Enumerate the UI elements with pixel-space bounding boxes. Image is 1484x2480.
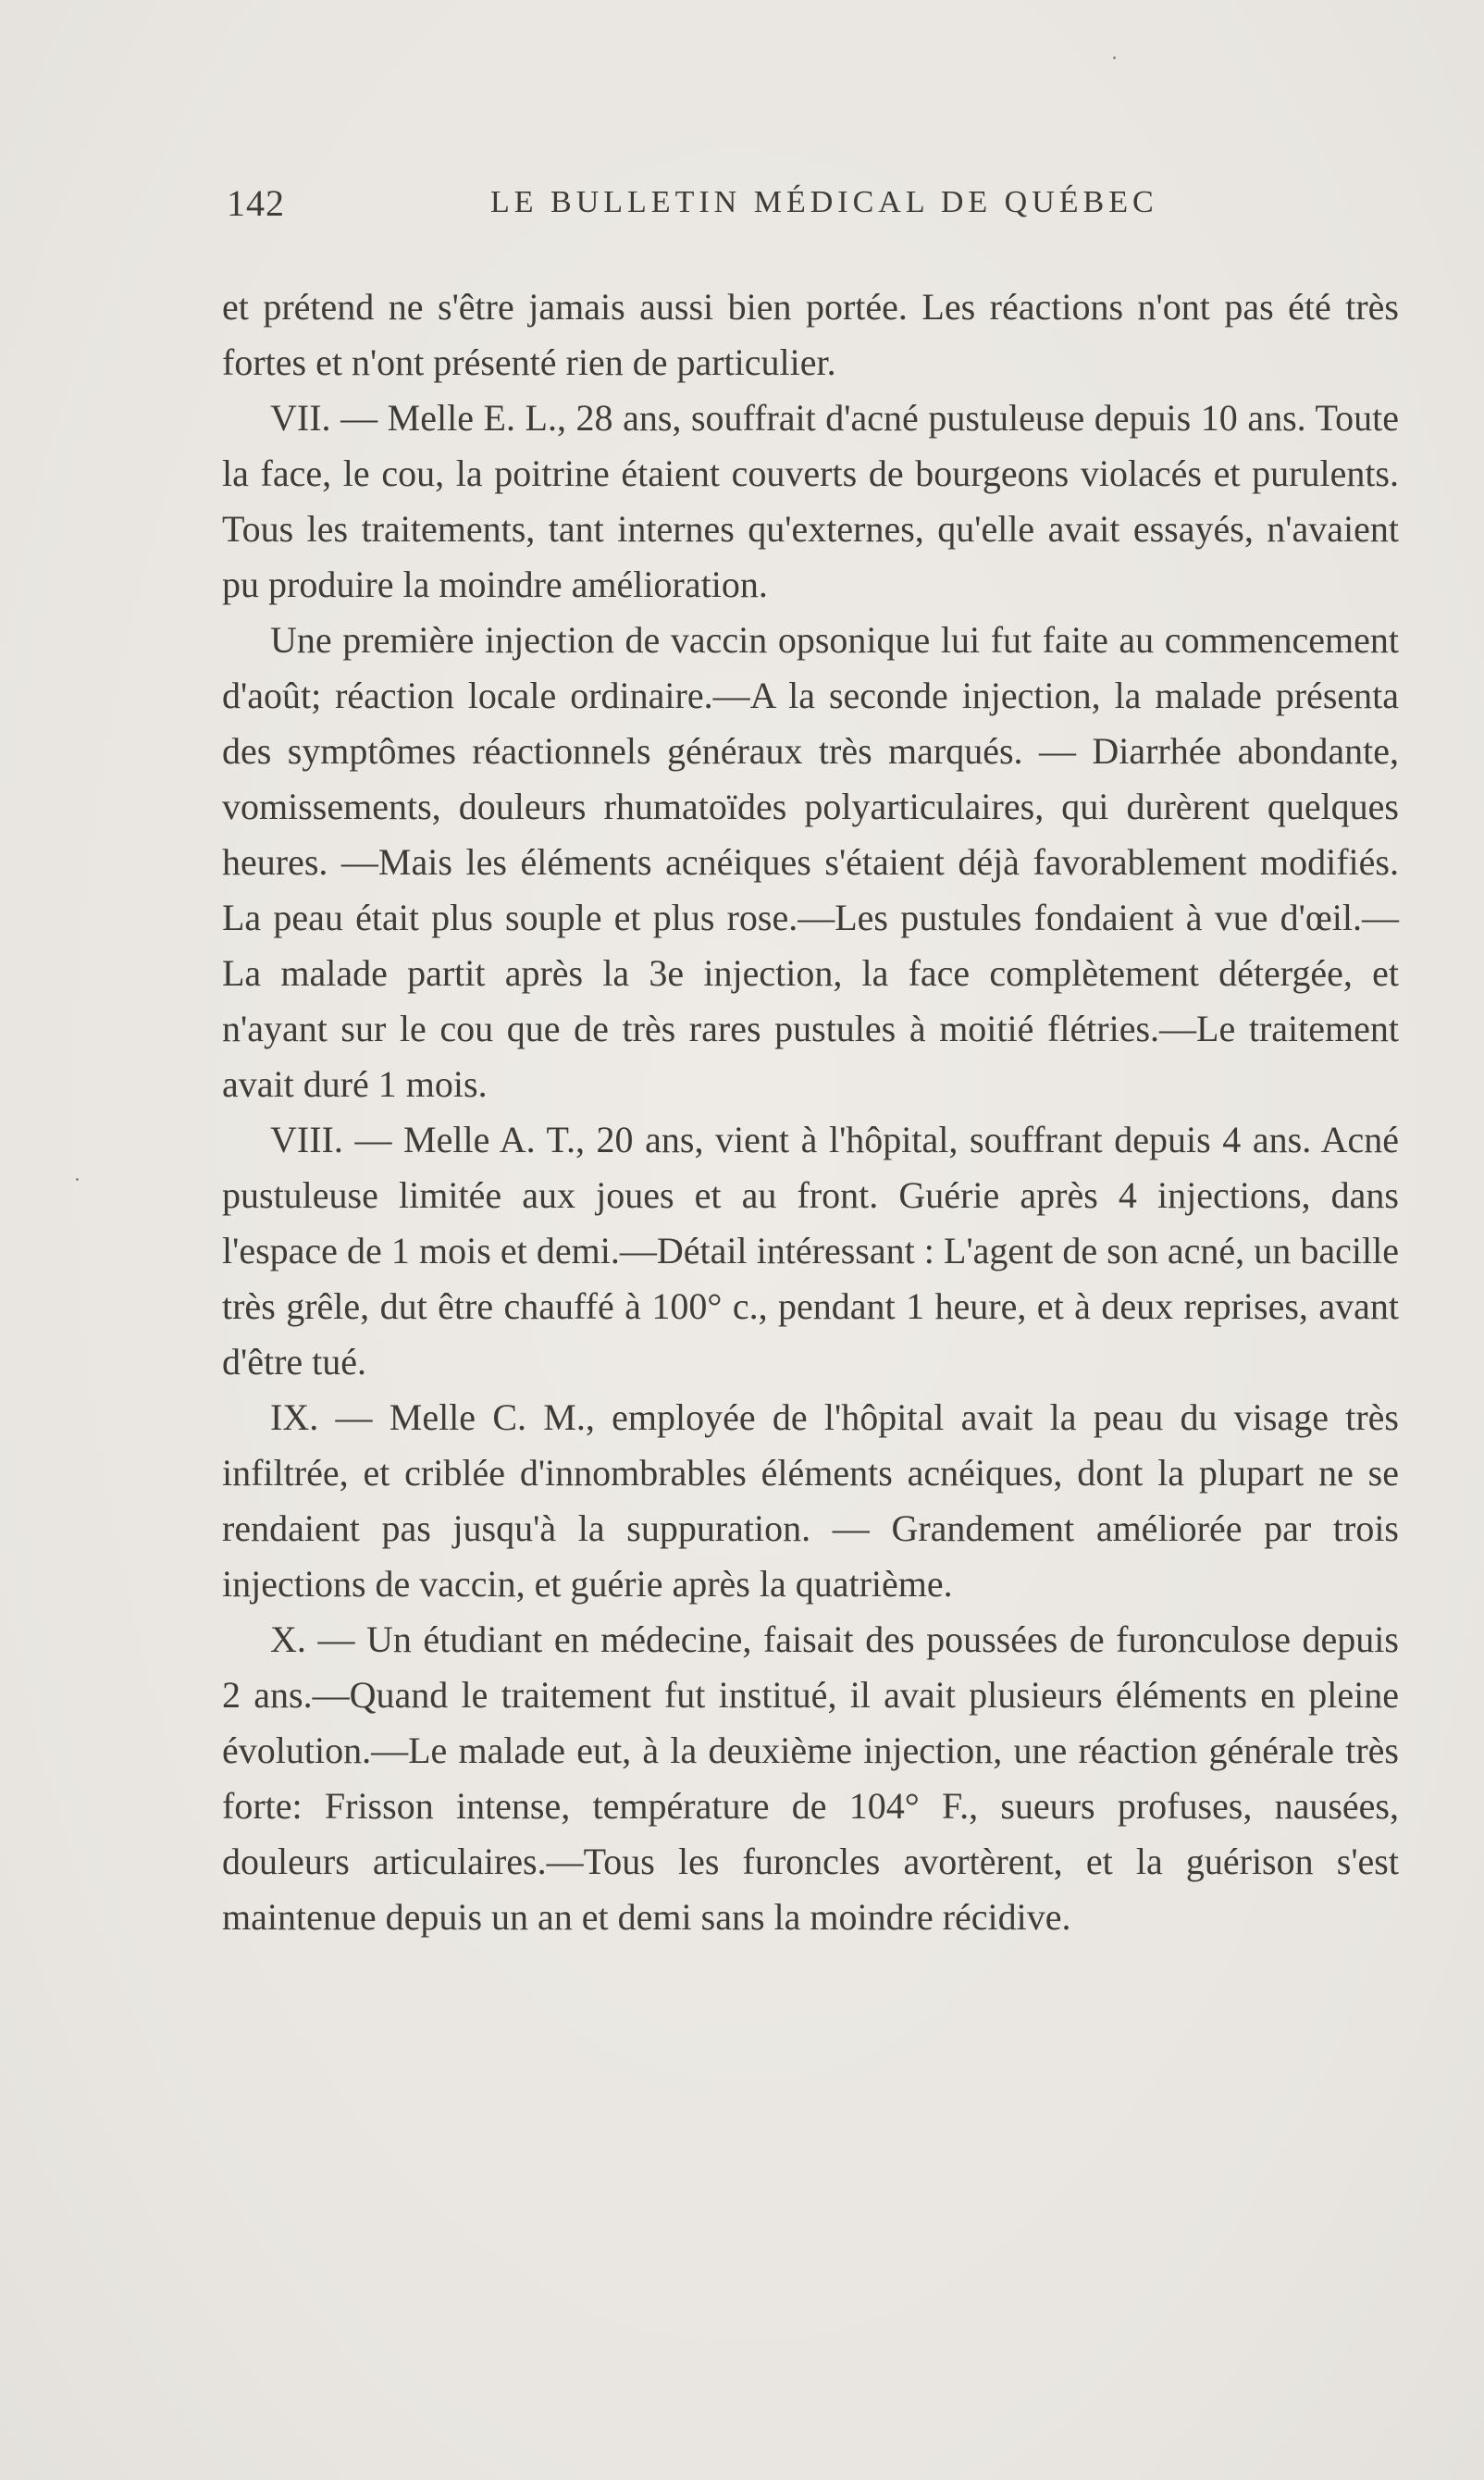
paragraph-case-viii: VIII. — Melle A. T., 20 ans, vient à l'hôpital, souffrant depuis 4 ans. Acné pustuleuse limitée aux joues et au front. Guérie après 4 injections, dans l'espace de 1 mois et demi.—Détail intéressant : L'agent de son acné, un bacille très grêle, dut être chauffé à 100° c., pendant 1 heure, et à deux reprises, avant d'être tué. <box>222 1119 1399 1383</box>
paragraph-case-vii-treatment: Une première injection de vaccin opsonique lui fut faite au commencement d'août; réaction locale ordinaire.—A la seconde injection, la malade présenta des symptômes réactionnels généraux très marqués. — Diarrhée abondante, vomissements, douleurs rhumatoïdes polyarticulaires, qui durèrent quelques heures. —Mais les éléments acnéiques s'étaient déjà favorablement modifiés. La peau était plus souple et plus rose.—Les pustules fondaient à vue d'œil.—La malade partit après la 3e injection, la face complètement détergée, et n'ayant sur le cou que de très rares pustules à moitié flétries.—Le traitement avait duré 1 mois. <box>222 619 1399 1105</box>
paragraph-case-vii: VII. — Melle E. L., 28 ans, souffrait d'acné pustuleuse depuis 10 ans. Toute la face, le cou, la poitrine étaient couverts de bourgeons violacés et purulents. Tous les traitements, tant internes qu'externes, qu'elle avait essayés, n'avaient pu produire la moindre amélioration. <box>222 397 1399 605</box>
paper-speck <box>76 1178 79 1181</box>
page-number: 142 <box>227 182 285 224</box>
page-header <box>227 181 1383 233</box>
paper-speck <box>1113 56 1116 59</box>
paragraph-continuation: et prétend ne s'être jamais aussi bien portée. Les réactions n'ont pas été très fortes et n'ont présenté rien de particulier. <box>222 286 1399 383</box>
body-text <box>222 279 1399 1945</box>
paragraph-case-x: X. — Un étudiant en médecine, faisait des poussées de furonculose depuis 2 ans.—Quand le traitement fut institué, il avait plusieurs éléments en pleine évolution.—Le malade eut, à la deuxième injection, une réaction générale très forte: Frisson intense, température de 104° F., sueurs profuses, nausées, douleurs articulaires.—Tous les furoncles avortèrent, et la guérison s'est maintenue depuis un an et demi sans la moindre récidive. <box>222 1618 1399 1938</box>
running-title: LE BULLETIN MÉDICAL DE QUÉBEC <box>490 185 1158 219</box>
paragraph-case-ix: IX. — Melle C. M., employée de l'hôpital avait la peau du visage très infiltrée, et criblée d'innombrables éléments acnéiques, dont la plupart ne se rendaient pas jusqu'à la suppuration. — Grandement améliorée par trois injections de vaccin, et guérie après la quatrième. <box>222 1396 1399 1605</box>
